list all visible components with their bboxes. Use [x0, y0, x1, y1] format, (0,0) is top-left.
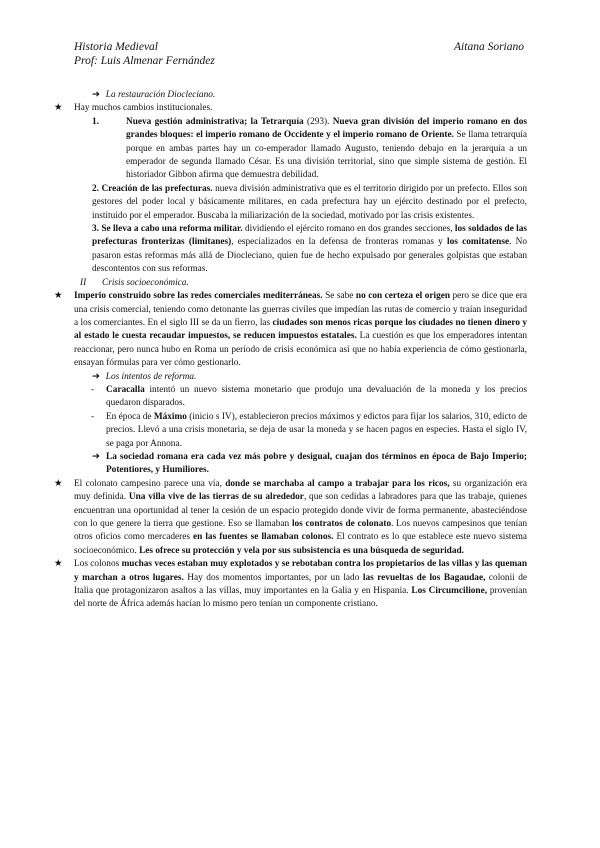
star-bullet-icon: ★: [54, 291, 63, 302]
author-name: Aitana Soriano: [454, 41, 524, 53]
dash-item-caracalla: - Caracalla intentó un nuevo sistema monetario que produjo una devaluación de la moneda y los precios quedaron disparados.: [91, 384, 527, 409]
bullet-colonos: ★ Los colonos muchas veces estaban muy explotados y se rebotaban contra los propietarios de las villas y las queman y marchan a otros lugares. Hay dos momentos importantes, por un lado las revueltas de los Bagaudae, colonii de Italia que protagonizaron asaltos a las villas, muy importantes en la Galia y en Hispania. Los Circumcilione, provenían del norte de África además hacían lo mismo pero tenían un componente cristiano.: [54, 559, 528, 610]
arrow-icon: ➔: [92, 371, 100, 382]
numbered-item-2: 2. Creación de las prefecturas. nueva división administrativa que es el territorio dirigido por un prefecto. Ellos son gestores del poder local y básicamente militares, en cada prefectura hay un ejército destinado por el prefecto, instituido por el emperador. Buscaba la miliarización de la sociedad, motivado por las crisis existentes.: [92, 183, 527, 221]
section-heading-reforma: ➔ Los intentos de reforma.: [92, 371, 197, 382]
document-body: [54, 89, 527, 612]
dash-item-maximo: - En época de Máximo (inicio s IV), establecieron precios máximos y edictos para fijar los salarios, 310, edicto de precios. Llevó a una crisis monetaria, se deja de usar la moneda y se hacen pagos en especies. Hasta el siglo IV, se paga por Annona.: [91, 411, 527, 449]
professor-name: Prof: Luis Almenar Fernández: [74, 55, 215, 67]
arrow-icon: ➔: [92, 90, 100, 100]
star-bullet-icon: ★: [54, 559, 63, 570]
numbered-item-3: 3. Se lleva a cabo una reforma militar. dividiendo el ejército romano en dos grandes secciones, los soldados de las prefecturas fronterizas (limitanes), especializados en la defensa de fronteras romanas y los comitatense. No pasaron estas reformas más allá de Diocleciano, quien fue de hecho expulsado por generales golpistas que estaban descontentos con sus reformas.: [92, 224, 528, 275]
bullet-imperio-comercial: ★ Imperio construido sobre las redes comerciales mediterráneas. Se sabe no con certeza el origen pero se dice que era una crisis comercial, teniendo como detonante las guerras civiles que impedían las rutas de comercio y traían inseguridad a los comerciantes. En el siglo III se da un fierro, las ciudades son menos ricas porque los ciudades no tienen dinero y al estado le cuesta recaudar impuestos, se reducen impuestos estatales. La cuestión es que los emperadores intentan reaccionar, pero nunca hubo en Roma un período de crisis económica así que no había experiencia de cómo gestionarla, ensayan fórmulas para ver cómo gestionarlo.: [54, 291, 528, 369]
page-header: [74, 40, 524, 68]
numbered-item-1: 1. Nueva gestión administrativa; la Tetrarquía (293). Nueva gran división del imperio romano en dos grandes bloques: el imperio romano de Occidente y el imperio romano de Oriente. Se llama tetrarquía porque en ambas partes hay un co-emperador llamado Augusto, teniendo debajo en la jerarquía a un emperador de segunda llamado César. Es una división territorial, sino que simple sistema de gestión. El historiador Gibbon afirma que demuestra debilidad.: [92, 116, 527, 181]
section-heading-restauracion: ➔ La restauración Diocleciano.: [92, 90, 216, 100]
bullet-colonato: ★ El colonato campesino parece una vía, donde se marchaba al campo a trabajar para los ricos, su organización era muy definida. Una villa vive de las tierras de su alrededor, que son cedidas a labradores para que las trabaje, quienes encuentran una oportunidad al tener la cesión de un espacio protegido donde vivir de forma permanente, abasteciéndose con lo que genere la tierra que gestione. Eso se llamaban los contratos de colonato. Los nuevos campesinos que tenían otros oficios como mercaderes en las fuentes se llamaban colonos. El contrato es lo que establece este nuevo sistema socioeconómico. Les ofrece su protección y vela por sus subsistencia es una búsqueda de seguridad.: [54, 478, 527, 556]
bullet-cambios: ★ Hay muchos cambios institucionales.: [54, 102, 527, 115]
star-bullet-icon: ★: [54, 478, 63, 489]
section-heading-crisis: II Crisis socioeconómica.: [80, 277, 189, 288]
arrow-item-sociedad: ➔ La sociedad romana era cada vez más pobre y desigual, cuajan dos términos en época de Bajo Imperio; Potentiores, y Humiliores.: [92, 451, 527, 476]
arrow-icon: ➔: [92, 451, 100, 462]
star-bullet-icon: ★: [54, 103, 63, 114]
course-title: Historia Medieval: [74, 41, 158, 53]
